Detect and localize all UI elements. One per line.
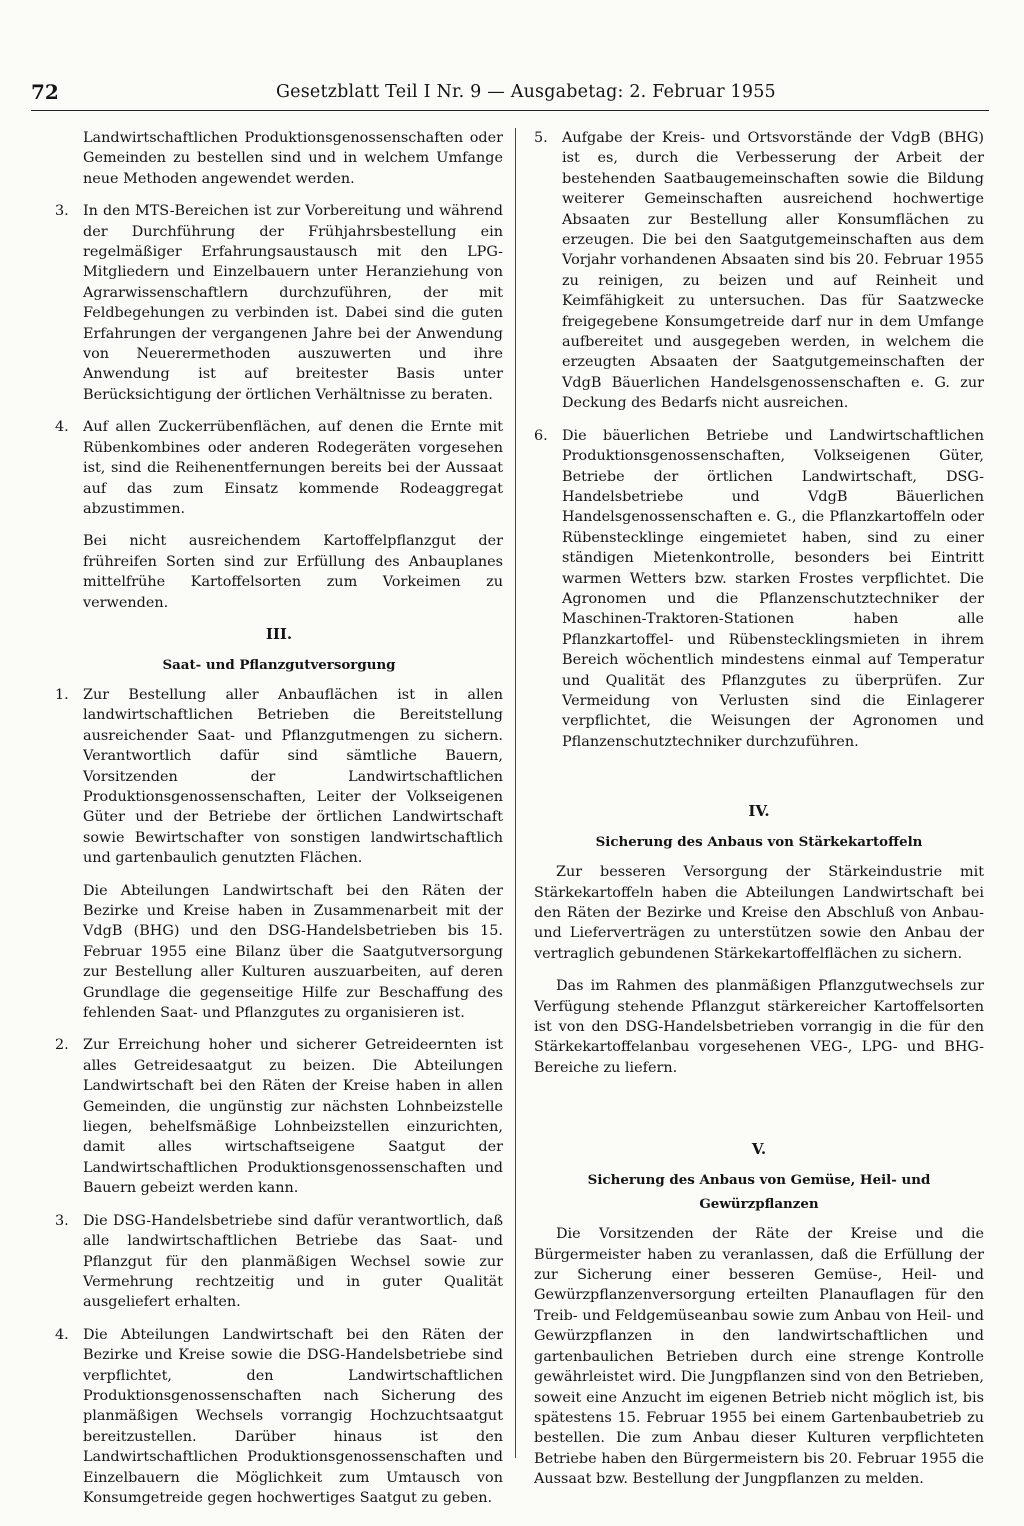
section-iii-item-5 <box>534 128 984 414</box>
item-number: 3. <box>55 1212 69 1229</box>
item-4-paragraph: Bei nicht ausreichendem Kartoffelpflanzgut der frühreifen Sorten sind zur Erfüllung des Anbauplanes mittelfrühe Kartoffelsorten zum Vorkeimen zu verwenden. <box>83 533 503 611</box>
item-text: Zur Erreichung hoher und sicherer Getreideernten ist alles Getreidesaatgut zu beizen. Die Abteilungen Landwirtschaft bei den Räten der Kreise haben in allen Gemeinden, die ungünstig zur nächsten Lohnbeizstelle liegen, behelfsmäßige Lohnbeizstellen einzurichten, damit alles wirtschaftseigene Saatgut der Landwirtschaftlichen Produktionsgenossenschaften und Bauern gebeizt werden kann. <box>83 1037 503 1197</box>
item-number: 2. <box>55 1037 69 1054</box>
item-text: In den MTS-Bereichen ist zur Vorbereitung und während der Durchführung der Frühjahrsbestellung ein regelmäßiger Erfahrungsaustausch mit den LPG-Mitgliedern und Einzelbauern unter Heranziehung von Agrarwissenschaftlern durchzuführen, der mit Feldbegehungen zu verbinden ist. Dabei sind die guten Erfahrungen der vergangenen Jahre bei der Anwendung von Neuerermethoden auszuwerten und ihre Anwendung ist auf breitester Basis unter Berücksichtigung der örtlichen Verhältnisse zu beraten. <box>83 203 503 403</box>
column-divider <box>515 128 516 1458</box>
item-text: Die DSG-Handelsbetriebe sind dafür verantwortlich, daß alle landwirtschaftlichen Betriebe das Saat- und Pflanzgut für den planmäßigen Wechsel sowie zur Vermehrung rechtzeitig und in guter Qualität ausgeliefert erhalten. <box>83 1212 503 1311</box>
gazette-title: Gesetzblatt Teil I Nr. 9 — Ausgabetag: 2. Februar 1955 <box>276 82 776 102</box>
section-iv-paragraph-1: Zur besseren Versorgung der Stärkeindustrie mit Stärkekartoffeln haben die Abteilungen Landwirtschaft bei den Räten der Bezirke und Kreise den Abschluß von Anbau- und Lieferverträgen zu unterstützen sowie den Anbau der vertraglich gebundenen Stärkekartoffelflächen zu sichern. <box>534 864 984 962</box>
item-4 <box>55 417 503 519</box>
item-number: 1. <box>55 686 69 703</box>
section-number-iii: III. <box>265 624 293 643</box>
section-title-v: Sicherung des Anbaus von Gemüse, Heil- und Gewürzpflanzen <box>587 1172 931 1213</box>
item-text: Die Abteilungen Landwirtschaft bei den Räten der Bezirke und Kreise sowie die DSG-Handelsbetriebe sind verpflichtet, den Landwirtschaftlichen Produktionsgenossenschaften nach Sicherung des planmäßigen Wechsels vorrangig Hochzuchtsaatgut bereitzustellen. Darüber hinaus ist den Landwirtschaftlichen Produktionsgenossenschaften und Einzelbauern die Möglichkeit zum Umtausch von Konsumgetreide gegen hochwertiges Saatgut zu geben. <box>83 1326 503 1506</box>
section-v-paragraph-1: Die Vorsitzenden der Räte der Kreise und die Bürgermeister haben zu veranlassen, daß die Erfüllung der zur Sicherung einer besseren Gemüse-, Heil- und Gewürzpflanzenversorgung erteilten Planauflagen für den Treib- und Feldgemüseanbau sowie zum Anbau von Heil- und Gewürzpflanzen in den landwirtschaftlichen und gartenbaulichen Betrieben durch eine strenge Kontrolle gewährleistet wird. Die Jungpflanzen sind von den Betrieben, soweit eine Anzucht im eigenen Betrieb nicht möglich ist, bis spätestens 15. Februar 1955 bei einem Gartenbaubetrieb zu bestellen. Die zum Anbau dieser Kulturen verpflichteten Betriebe haben den Bürgermeistern bis 20. Februar 1955 die Aussaat bzw. Bestellung der Jungpflanzen zu melden. <box>534 1226 984 1488</box>
item-text: Die bäuerlichen Betriebe und Landwirtschaftlichen Produktionsgenossenschaften, Volkseigenen Güter, Betriebe der örtlichen Landwirtschaft, DSG-Handelsbetriebe und VdgB Bäuerlichen Handelsgenossenschaften e. G., die Pflanzkartoffeln oder Rübenstecklinge eingemietet haben, sind zu einer ständigen Mietenkontrolle, besonders bei Eintritt warmen Wetters bzw. starken Frostes verpflichtet. Die Agronomen und die Pflanzenschutztechniker der Maschinen-Traktoren-Stationen haben alle Pflanzkartoffel- und Rübenstecklingsmieten in ihrem Bereich wöchentlich mindestens einmal auf Temperatur und Qualität des Pflanzgutes zu überprüfen. Zur Vermeidung von Verlusten sind die Einlagerer verpflichtet, die Weisungen der Agronomen und Pflanzenschutztechniker durchzuführen. <box>562 427 984 750</box>
section-title-iv: Sicherung des Anbaus von Stärkekartoffeln <box>595 834 923 851</box>
intro-paragraph: Landwirtschaftlichen Produktionsgenossenschaften oder Gemeinden zu bestellen sind und in welchem Umfange neue Methoden angewendet werden. <box>83 130 503 187</box>
right-column <box>534 128 984 1502</box>
page-number: 72 <box>31 80 59 104</box>
section-iii-item-6 <box>534 426 984 753</box>
item-number: 6. <box>534 427 548 444</box>
item-3 <box>55 201 503 405</box>
item-text: Zur Bestellung aller Anbauflächen ist in allen landwirtschaftlichen Betrieben die Bereitstellung ausreichender Saat- und Pflanzgutmengen zu sichern. Verantwortlich dafür sind sämtliche Bauern, Vorsitzenden der Landwirtschaftlichen Produktionsgenossenschaften, Leiter der Volkseigenen Güter und der Betriebe der örtlichen Landwirtschaft sowie Bewirtschafter von sonstigen landwirtschaftlich und gartenbaulich genutzten Flächen. <box>83 686 503 867</box>
section-number-v: V. <box>751 1140 767 1159</box>
section-iii-item-2 <box>55 1035 503 1198</box>
item-text: Aufgabe der Kreis- und Ortsvorstände der VdgB (BHG) ist es, durch die Verbesserung der Arbeit der bestehenden Saatbaugemeinschaften sowie die Bildung weiterer Gemeinschaften ausreichend hochwertige Absaaten zur Bestellung aller Konsumflächen zu erzeugen. Die bei den Saatgutgemeinschaften aus dem Vorjahr vorhandenen Absaaten sind bis 20. Februar 1955 zu reinigen, zu beizen und auf Reinheit und Keimfähigkeit zu untersuchen. Das für Saatzwecke freigegebene Konsumgetreide darf nur in dem Umfange aufbereitet und ausgegeben werden, in welchem die erzeugten Absaaten der Saatgutgemeinschaften der VdgB Bäuerlichen Handelsgenossenschaften e. G. zur Deckung des Bedarfs nicht ausreichen. <box>562 130 984 412</box>
item-number: 4. <box>55 1326 69 1343</box>
item-number: 3. <box>55 203 69 220</box>
section-iii-item-4 <box>55 1325 503 1509</box>
item-number: 5. <box>534 130 548 146</box>
section-iii-item-1 <box>55 685 503 869</box>
item-number: 4. <box>55 419 69 436</box>
section-iii-item-3 <box>55 1211 503 1313</box>
section-title-iii: Saat- und Pflanzgutversorgung <box>162 656 396 673</box>
section-number-iv: IV. <box>748 802 770 821</box>
item-text: Auf allen Zuckerrübenflächen, auf denen die Ernte mit Rübenkombines oder anderen Rodegeräten vorgesehen ist, sind die Reihenentfernungen bereits bei der Aussaat auf das zum Einsatz kommende Rodeaggregat abzustimmen. <box>83 419 503 517</box>
section-iii-item-1-paragraph: Die Abteilungen Landwirtschaft bei den Räten der Bezirke und Kreise haben in Zusammenarbeit mit der VdgB (BHG) und den DSG-Handelsbetrieben bis 15. Februar 1955 eine Bilanz über die Saatgutversorgung zur Bestellung aller Kulturen auszuarbeiten, auf deren Grundlage die gegenseitige Hilfe zur Beschaffung des fehlenden Saat- und Pflanzgutes zu organisieren ist. <box>83 882 503 1022</box>
page-header <box>31 80 989 111</box>
section-iv-paragraph-2: Das im Rahmen des planmäßigen Pflanzgutwechsels zur Verfügung stehende Pflanzgut stärkereicher Kartoffelsorten ist von den DSG-Handelsbetrieben vorrangig in die für den Stärkekartoffelanbau vorgesehenen VEG-, LPG- und BHG-Bereiche zu liefern. <box>534 978 984 1076</box>
left-column <box>55 128 503 1520</box>
